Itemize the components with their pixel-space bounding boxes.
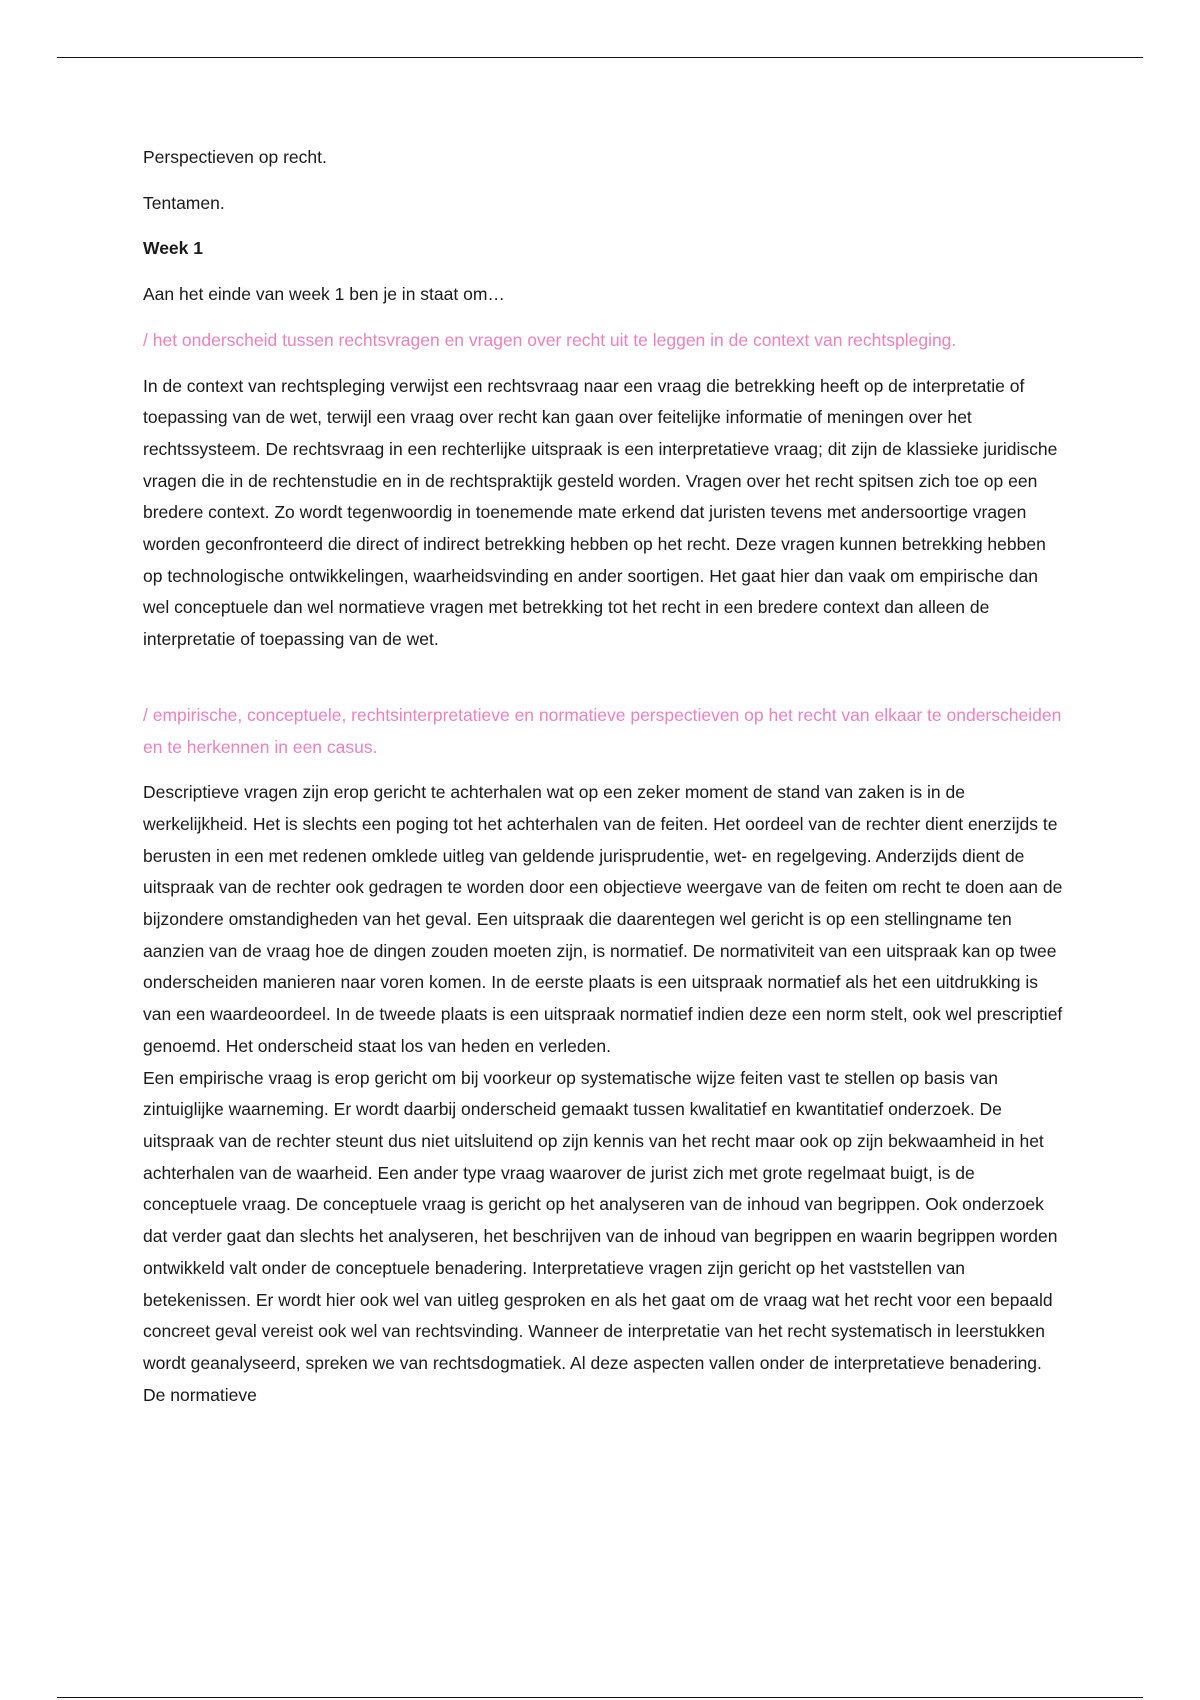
paragraph-3: Een empirische vraag is erop gericht om bij voorkeur op systematische wijze feiten vast te stellen op basis van zintuiglijke waarneming. Er wordt daarbij onderscheid gemaakt tussen kwalitatief en kwantitatief onderzoek. De uitspraak van de rechter steunt dus niet uitsluitend op zijn kennis van het recht maar ook op zijn bekwaamheid in het achterhalen van de waarheid. Een ander type vraag waarover de jurist zich met grote regelmaat buigt, is de conceptuele vraag. De conceptuele vraag is gericht op het analyseren van de inhoud van begrippen. Ook onderzoek dat verder gaat dan slechts het analyseren, het beschrijven van de inhoud van begrippen en waarin begrippen worden ontwikkeld valt onder de conceptuele benadering. Interpretatieve vragen zijn gericht op het vaststellen van betekenissen. Er wordt hier ook wel van uitleg gesproken en als het gaat om de vraag wat het recht voor een bepaald concreet geval vereist ook wel van rechtsvinding. Wanneer de interpretatie van het recht systematisch in leerstukken wordt geanalyseerd, spreken we van rechtsdogmatiek. Al deze aspecten vallen onder de interpretatieve benadering. De normatieve xyxy=(143,1067,1058,1405)
paragraph-2: Descriptieve vragen zijn erop gericht te achterhalen wat op een zeker moment de stand van zaken is in de werkelijkheid. Het is slechts een poging tot het achterhalen van de feiten. Het oordeel van de rechter dient enerzijds te berusten in een met redenen omklede uitleg van geldende jurisprudentie, wet- en regelgeving. Anderzijds dient de uitspraak van de rechter ook gedragen te worden door een objectieve weergave van de feiten om recht te doen aan de bijzondere omstandigheden van het geval. Een uitspraak die daarentegen wel gericht is op een stellingname ten aanzien van de vraag hoe de dingen zouden moeten zijn, is normatief. De normativiteit van een uitspraak kan op twee onderscheiden manieren naar voren komen. In de eerste plaats is een uitspraak normatief als het een uitdrukking is van een waardeoordeel. In de tweede plaats is een uitspraak normatief indien deze een norm stelt, ook wel prescriptief genoemd. Het onderscheid staat los van heden en verleden. xyxy=(143,782,1063,1056)
week-heading: Week 1 xyxy=(143,238,203,259)
learning-goals-intro: Aan het einde van week 1 ben je in staat om… xyxy=(143,284,505,305)
top-divider xyxy=(57,57,1143,58)
bottom-divider xyxy=(57,1697,1143,1698)
document-body xyxy=(143,142,1063,1411)
section-spacer xyxy=(143,656,1063,700)
document-title: Perspectieven op recht. xyxy=(143,147,327,167)
learning-objective-2: / empirische, conceptuele, rechtsinterpretatieve en normatieve perspectieven op het recht van elkaar te onderscheiden en te herkennen in een casus. xyxy=(143,704,1062,757)
paragraph-1: In de context van rechtspleging verwijst een rechtsvraag naar een vraag die betrekking heeft op de interpretatie of toepassing van de wet, terwijl een vraag over recht kan gaan over feitelijke informatie of meningen over het rechtssysteem. De rechtsvraag in een rechterlijke uitspraak is een interpretatieve vraag; dit zijn de klassieke juridische vragen die in de rechtenstudie en in de rechtspraktijk gesteld worden. Vragen over het recht spitsen zich toe op een bredere context. Zo wordt tegenwoordig in toenemende mate erkend dat juristen tevens met andersoortige vragen worden geconfronteerd die direct of indirect betrekking hebben op het recht. Deze vragen kunnen betrekking hebben op technologische ontwikkelingen, waarheidsvinding en ander soortigen. Het gaat hier dan vaak om empirische dan wel conceptuele dan wel normatieve vragen met betrekking tot het recht in een bredere context dan alleen de interpretatie of toepassing van de wet. xyxy=(143,375,1058,650)
learning-objective-1: / het onderscheid tussen rechtsvragen en vragen over recht uit te leggen in de context van rechtspleging. xyxy=(143,329,957,350)
document-subtitle: Tentamen. xyxy=(143,192,225,213)
